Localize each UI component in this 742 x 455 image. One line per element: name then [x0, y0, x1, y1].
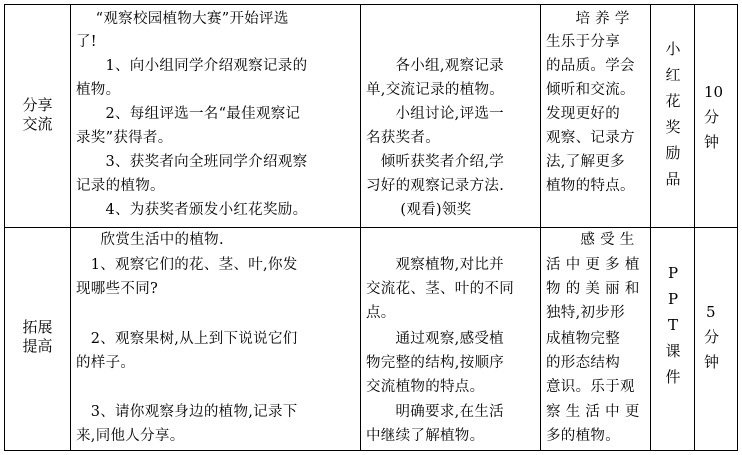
student-line: 交流植物的特点。 — [366, 379, 485, 395]
teacher-line: 记录的植物。 — [76, 178, 165, 194]
resource-char: 奖 — [665, 118, 681, 136]
intent-line: 活 中 更 多 植 — [546, 257, 640, 273]
resource-char: 红 — [665, 66, 681, 84]
intent-line: 独特,初步形 — [546, 305, 625, 321]
student-line: 单,交流记录的植物。 — [366, 82, 505, 98]
time-cell — [700, 300, 732, 375]
resource-cell — [664, 260, 682, 390]
teacher-line: 4、为获奖者颁发小红花奖励。 — [76, 202, 308, 218]
time-unit: 分 — [704, 108, 720, 126]
student-line: 中继续了解植物。 — [366, 428, 485, 444]
intent-line: 多的植物。 — [546, 428, 620, 444]
time-unit: 分 — [704, 328, 720, 346]
teacher-line: 录奖”获得者。 — [76, 130, 173, 146]
stage-label-line: 拓展 — [22, 318, 53, 336]
student-line: 通过观察,感受植 — [366, 331, 504, 347]
stage-label-line: 分享 — [22, 96, 53, 114]
teacher-line: 欣赏生活中的植物. — [76, 232, 224, 248]
intent-line: 物 的 美 丽 和 — [546, 281, 640, 297]
student-line: (观看)领奖 — [366, 202, 472, 218]
stage-label — [5, 96, 70, 134]
intent-line: 的形态结构 — [546, 355, 620, 371]
student-line: 倾听获奖者介绍,学 — [366, 154, 505, 170]
intent-line: 生乐于分享 — [546, 34, 620, 50]
resource-char: 件 — [665, 368, 681, 386]
resource-char: 小 — [665, 40, 681, 58]
teacher-line: 3、获奖者向全班同学介绍观察 — [76, 154, 308, 170]
student-line: 点。 — [366, 305, 396, 321]
resource-char: P — [667, 264, 679, 282]
resource-char: 花 — [665, 92, 681, 110]
teacher-line: 1、向小组同学介绍观察记录的 — [76, 58, 308, 74]
teacher-line: 2、观察果树,从上到下说说它们 — [76, 331, 298, 347]
stage-label — [5, 318, 70, 356]
teacher-line: 了! — [76, 34, 97, 50]
intent-line: 成植物完整 — [546, 331, 620, 347]
resource-char: 课 — [665, 342, 681, 360]
student-line: 名获奖者。 — [366, 130, 440, 146]
resource-char: T — [667, 316, 678, 334]
resource-cell — [664, 36, 682, 192]
stage-label-line: 交流 — [22, 115, 53, 133]
table-border-top — [4, 4, 738, 5]
intent-line: 发现更好的 — [546, 106, 620, 122]
resource-char: 品 — [665, 170, 681, 188]
student-line: 交流花、茎、叶的不同 — [366, 281, 514, 297]
intent-line: 察 生 活 中 更 — [546, 404, 640, 420]
student-line: 明确要求,在生活 — [366, 404, 504, 420]
time-cell — [700, 80, 732, 155]
teacher-line: 现哪些不同? — [76, 281, 159, 297]
resource-char: 励 — [665, 144, 681, 162]
intent-line: 观察、记录方 — [546, 130, 635, 146]
teacher-line: 1、观察它们的花、茎、叶,你发 — [76, 257, 298, 273]
intent-line: 意识。乐于观 — [546, 379, 635, 395]
teacher-line: 2、每组评选一名“最佳观察记 — [76, 106, 301, 122]
teacher-line: 植物。 — [76, 82, 121, 98]
teacher-line: 3、请你观察身边的植物,记录下 — [76, 404, 298, 420]
student-line: 小组讨论,评选一 — [366, 106, 504, 122]
time-unit: 钟 — [704, 353, 720, 371]
teacher-line: 的样子。 — [76, 355, 136, 371]
stage-label-line: 提高 — [22, 337, 53, 355]
student-line: 习好的观察记录方法. — [366, 178, 505, 194]
intent-line: 感 受 生 — [546, 232, 635, 248]
table-border-bottom — [4, 450, 738, 451]
intent-line: 培 养 学 — [546, 11, 630, 27]
resource-char: P — [667, 290, 679, 308]
student-line: 观察植物,对比并 — [366, 257, 504, 273]
student-line: 物完整的结构,按顺序 — [366, 355, 505, 371]
intent-line: 的品质。学会 — [546, 58, 635, 74]
student-line: 各小组,观察记录 — [366, 58, 504, 74]
row-divider — [4, 227, 738, 228]
time-value: 10 — [704, 83, 724, 101]
intent-line: 法,了解更多 — [546, 154, 625, 170]
teacher-line: “观察校园植物大赛”开始评选 — [76, 11, 289, 27]
time-value: 5 — [706, 303, 716, 321]
intent-line: 倾听和交流。 — [546, 82, 635, 98]
teacher-line: 来,同他人分享。 — [76, 428, 185, 444]
intent-line: 植物的特点。 — [546, 178, 635, 194]
time-unit: 钟 — [704, 133, 720, 151]
